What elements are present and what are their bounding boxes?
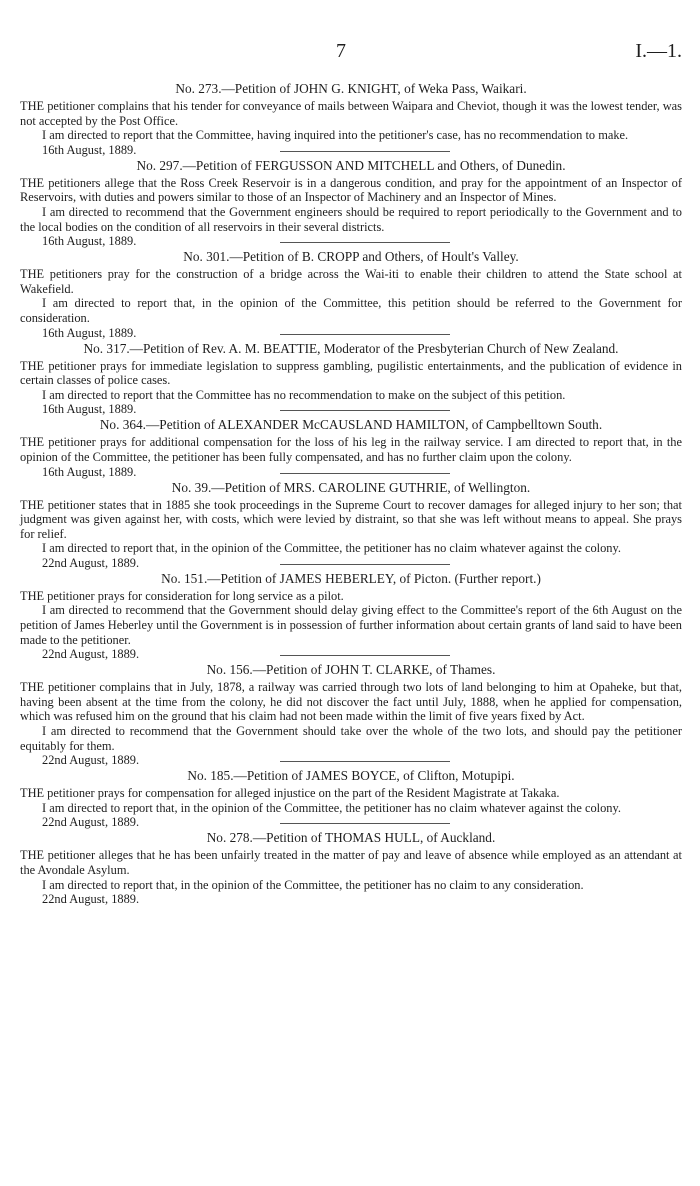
petition-body bbox=[20, 786, 682, 815]
committee-report: I am directed to recommend that the Government engineers should be required to report periodically to the Government and to the local bodies on the condition of all reservoirs in their several districts. bbox=[20, 204, 682, 234]
petition-heading: No. 364.—Petition of ALEXANDER McCAUSLAND HAMILTON, of Campbelltown South. bbox=[99, 417, 603, 433]
petition-entry bbox=[20, 157, 682, 249]
section-divider bbox=[280, 410, 450, 411]
section-divider bbox=[280, 655, 450, 656]
committee-report: I am directed to recommend that the Government should take over the whole of the two lots, and should pay the petitioner equitably for them. bbox=[20, 724, 682, 753]
petition-heading: No. 156.—Petition of JOHN T. CLARKE, of Thames. bbox=[206, 662, 496, 678]
petition-statement: THE petitioner prays for additional compensation for the loss of his leg in the railway service. I am directed to report that, in the opinion of the Committee, the petitioner has been fully compensated, and has no further claim upon the colony. bbox=[20, 435, 682, 464]
petition-heading: No. 317.—Petition of Rev. A. M. BEATTIE, Moderator of the Presbyterian Church of New Zealand. bbox=[83, 340, 619, 356]
petition-body bbox=[20, 498, 682, 556]
petition-entry bbox=[20, 829, 682, 907]
petition-list bbox=[20, 80, 682, 907]
petition-statement: THE petitioner complains that in July, 1878, a railway was carried through two lots of land belonging to him at Opaheke, but that, having been absent at the time from the colony, he did not discover the fact until July, 1888, when he applied for compensation, which was refused him on the ground that his claim had not been made within the limit of five years fixed by Act. bbox=[20, 680, 682, 724]
section-divider bbox=[280, 823, 450, 824]
petition-body bbox=[20, 267, 682, 325]
petition-body bbox=[20, 359, 682, 403]
report-date: 22nd August, 1889. bbox=[42, 892, 140, 907]
document-reference: I.—1. bbox=[635, 40, 682, 62]
report-date: 22nd August, 1889. bbox=[42, 753, 140, 768]
petition-heading: No. 39.—Petition of MRS. CAROLINE GUTHRIE, of Wellington. bbox=[171, 479, 531, 495]
petition-entry bbox=[20, 767, 682, 830]
petition-body bbox=[20, 680, 682, 753]
page-number: 7 bbox=[336, 40, 346, 62]
petition-entry bbox=[20, 479, 682, 570]
section-divider bbox=[280, 334, 450, 335]
committee-report: I am directed to report that, in the opinion of the Committee, the petitioner has no claim whatever against the colony. bbox=[42, 800, 621, 815]
petition-body bbox=[20, 848, 682, 892]
committee-report: I am directed to report that the Committee has no recommendation to make on the subject of this petition. bbox=[42, 387, 566, 402]
petition-body bbox=[20, 99, 682, 143]
committee-report: I am directed to report that, in the opinion of the Committee, the petitioner has no claim whatever against the colony. bbox=[42, 541, 621, 556]
petition-statement: THE petitioners pray for the construction of a bridge across the Wai-iti to enable their children to attend the State school at Wakefield. bbox=[20, 267, 682, 296]
petition-statement: THE petitioner alleges that he has been unfairly treated in the matter of pay and leave of absence while employed as an attendant at the Avondale Asylum. bbox=[20, 848, 682, 877]
report-date: 22nd August, 1889. bbox=[42, 815, 140, 830]
petition-heading: No. 278.—Petition of THOMAS HULL, of Auckland. bbox=[206, 830, 496, 846]
petition-heading: No. 273.—Petition of JOHN G. KNIGHT, of Weka Pass, Waikari. bbox=[175, 81, 527, 96]
petition-heading: No. 301.—Petition of B. CROPP and Others, of Hoult's Valley. bbox=[183, 249, 519, 265]
petition-entry bbox=[20, 661, 682, 768]
petition-body bbox=[20, 589, 682, 647]
petition-entry bbox=[20, 570, 682, 662]
petition-statement: THE petitioner states that in 1885 she took proceedings in the Supreme Court to recover damages for alleged injury to her son; that judgment was given against her, with costs, which were levied by distraint, so that she was left without means to appeal. She prays for relief. bbox=[20, 497, 682, 541]
report-date: 16th August, 1889. bbox=[42, 402, 137, 417]
section-divider bbox=[280, 761, 450, 762]
petition-heading: No. 151.—Petition of JAMES HEBERLEY, of Picton. (Further report.) bbox=[161, 570, 541, 586]
petition-statement: THE petitioner prays for consideration for long service as a pilot. bbox=[20, 588, 344, 603]
petition-heading: No. 297.—Petition of FERGUSSON AND MITCHELL and Others, of Dunedin. bbox=[136, 157, 566, 173]
petition-entry bbox=[20, 80, 682, 157]
section-divider bbox=[280, 564, 450, 565]
petition-body bbox=[20, 176, 682, 234]
petition-statement: THE petitioner complains that his tender for conveyance of mails between Waipara and Cheviot, though it was the lowest tender, was not accepted by the Post Office. bbox=[20, 99, 682, 128]
petition-entry bbox=[20, 416, 682, 479]
report-date: 16th August, 1889. bbox=[42, 142, 137, 157]
report-date: 22nd August, 1889. bbox=[42, 647, 140, 662]
report-date: 16th August, 1889. bbox=[42, 325, 137, 340]
report-date: 22nd August, 1889. bbox=[42, 555, 140, 570]
committee-report: I am directed to report that, in the opinion of the Committee, this petition should be referred to the Government for consideration. bbox=[20, 296, 682, 325]
report-date: 16th August, 1889. bbox=[42, 234, 137, 249]
petition-entry bbox=[20, 248, 682, 340]
page-header bbox=[0, 40, 700, 64]
petition-heading: No. 185.—Petition of JAMES BOYCE, of Clifton, Motupipi. bbox=[187, 768, 515, 784]
section-divider bbox=[280, 242, 450, 243]
petition-statement: THE petitioner prays for compensation for alleged injustice on the part of the Resident Magistrate at Takaka. bbox=[20, 786, 560, 801]
committee-report: I am directed to report that, in the opinion of the Committee, the petitioner has no claim to any consideration. bbox=[42, 877, 584, 892]
petition-statement: THE petitioners allege that the Ross Creek Reservoir is in a dangerous condition, and pray for the appointment of an Inspector of Reservoirs, with duties and powers similar to those of an Inspector of Machinery and an Inspector of Mines. bbox=[20, 175, 682, 205]
section-divider bbox=[280, 151, 450, 152]
petition-body bbox=[20, 435, 682, 464]
committee-report: I am directed to report that the Committee, having inquired into the petitioner's case, has no recommendation to make. bbox=[42, 128, 629, 143]
petition-statement: THE petitioner prays for immediate legislation to suppress gambling, pugilistic entertainments, and the publication of evidence in certain classes of police cases. bbox=[20, 358, 682, 388]
petition-entry bbox=[20, 340, 682, 417]
committee-report: I am directed to recommend that the Government should delay giving effect to the Committee's report of the 6th August on the petition of James Heberley until the Government is in possession of further information about certain grants of land said to have been made to the petitioner. bbox=[20, 603, 682, 647]
report-date: 16th August, 1889. bbox=[42, 464, 137, 479]
section-divider bbox=[280, 473, 450, 474]
